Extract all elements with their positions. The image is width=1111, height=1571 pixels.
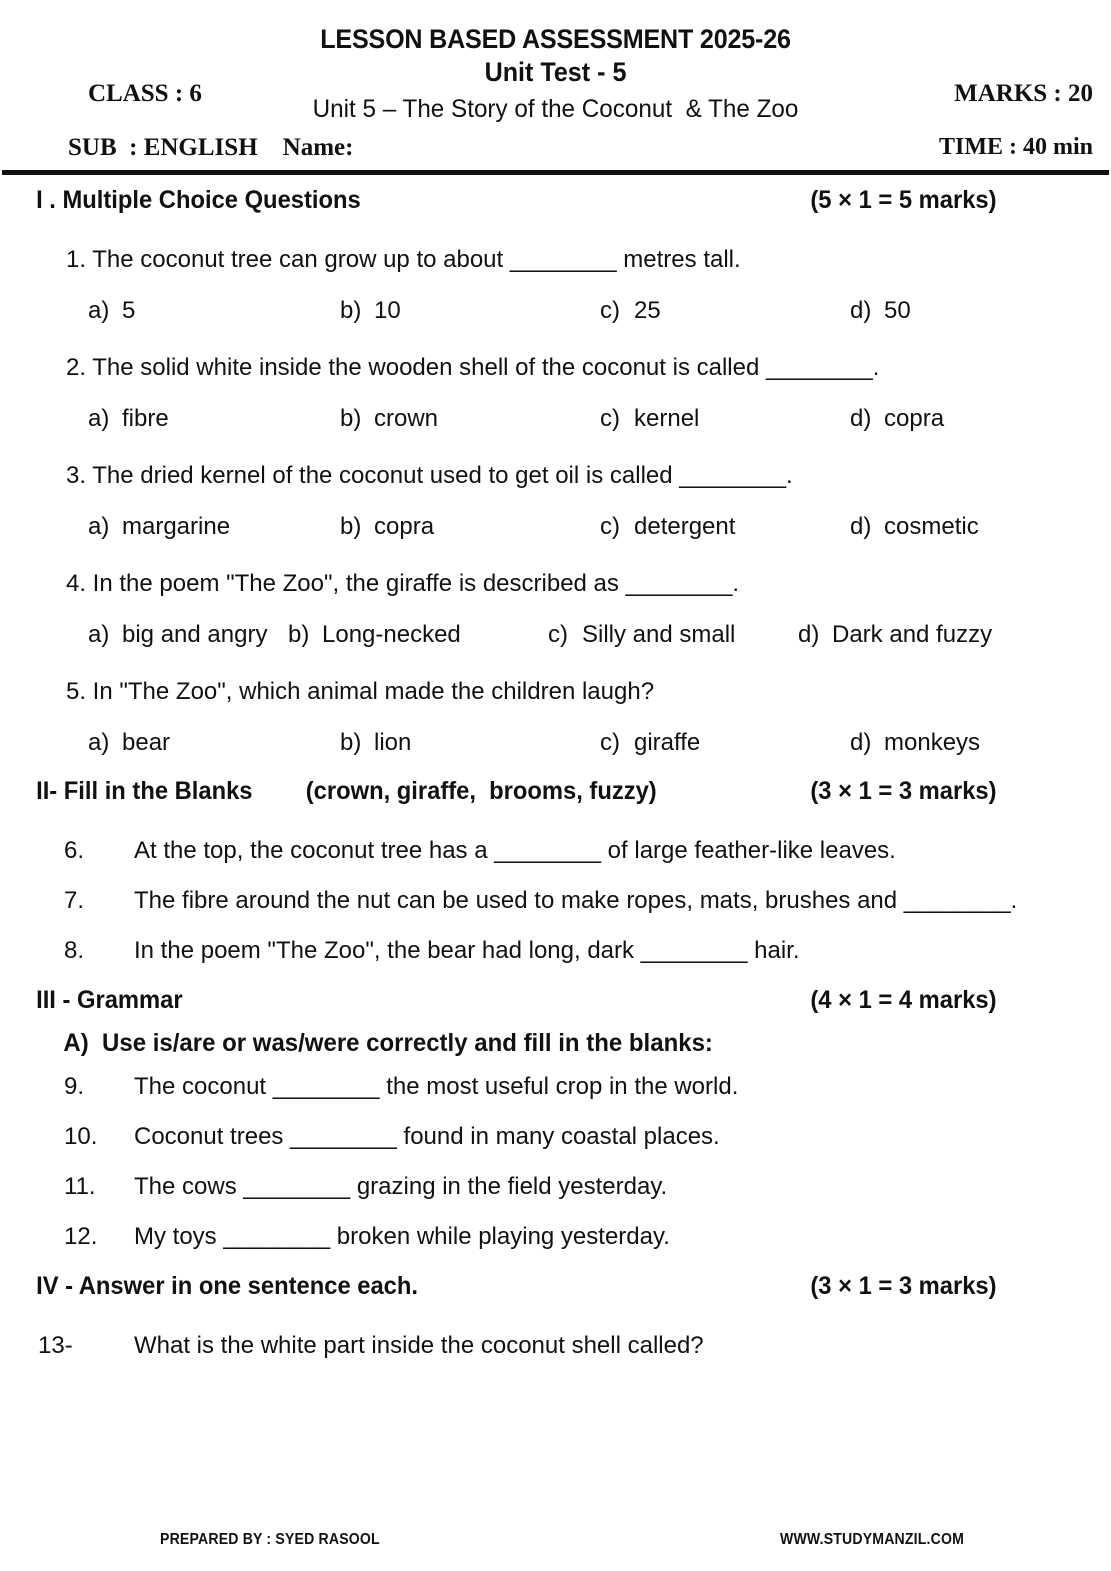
section-marks-grammar: (4 × 1 = 4 marks) (810, 986, 997, 1014)
option-letter: a) (88, 405, 110, 432)
item-text: In the poem "The Zoo", the bear had long, dark ________ hair. (134, 937, 800, 964)
option-label: Silly and small (582, 621, 736, 648)
option-item[interactable] (850, 405, 944, 433)
option-row (0, 729, 1111, 757)
option-item[interactable] (548, 621, 798, 649)
paper-body (0, 186, 1111, 1361)
option-letter: d) (850, 297, 872, 324)
item-text: My toys ________ broken while playing yesterday. (134, 1223, 670, 1250)
item-text: The cows ________ grazing in the field yesterday. (134, 1173, 668, 1200)
section-marks-fill-blanks: (3 × 1 = 3 marks) (810, 777, 997, 805)
option-item[interactable] (340, 297, 600, 325)
item-text: The coconut ________ the most useful crop in the world. (134, 1073, 739, 1100)
option-row (0, 621, 1111, 649)
option-label: 10 (374, 297, 401, 324)
section-marks-short-answer: (3 × 1 = 3 marks) (810, 1272, 997, 1300)
option-label: Long-necked (322, 621, 461, 648)
option-row (0, 405, 1111, 433)
option-label: giraffe (634, 729, 701, 756)
grammar-sub-heading: A) Use is/are or was/were correctly and fill in the blanks: (63, 1029, 713, 1057)
item-text: Coconut trees ________ found in many coastal places. (134, 1123, 720, 1150)
numbered-item (0, 1122, 1111, 1152)
option-item[interactable] (340, 405, 600, 433)
option-label: crown (374, 405, 439, 432)
numbered-item (0, 1172, 1111, 1202)
option-label: bear (122, 729, 171, 756)
option-item[interactable] (88, 621, 288, 649)
option-item[interactable] (600, 297, 850, 325)
option-label: copra (374, 513, 435, 540)
unit-subtitle: Unit 5 – The Story of the Coconut & The Zoo (312, 95, 799, 124)
option-item[interactable] (88, 405, 340, 433)
option-label: big and angry (122, 621, 268, 648)
option-item[interactable] (850, 513, 979, 541)
class-label: CLASS : 6 (88, 80, 202, 107)
option-item[interactable] (600, 405, 850, 433)
option-label: kernel (634, 405, 700, 432)
website-label: WWW.STUDYMANZIL.COM (780, 1531, 965, 1548)
unit-test-title: Unit Test - 5 (484, 57, 627, 88)
item-number: 8. (64, 937, 85, 964)
question-text: 2. The solid white inside the wooden shell of the coconut is called ________. (66, 354, 880, 381)
section-marks-mcq: (5 × 1 = 5 marks) (810, 186, 997, 214)
item-text: The fibre around the nut can be used to make ropes, mats, brushes and ________. (134, 887, 1018, 914)
option-label: 25 (634, 297, 661, 324)
prepared-by-label: PREPARED BY : SYED RASOOL (160, 1531, 380, 1548)
option-item[interactable] (600, 729, 850, 757)
option-row (0, 513, 1111, 541)
item-text: At the top, the coconut tree has a ________ of large feather-like leaves. (134, 837, 896, 864)
section-title-short-answer: IV - Answer in one sentence each. (36, 1272, 418, 1300)
option-letter: a) (88, 621, 110, 648)
numbered-item (0, 1331, 1111, 1361)
assessment-title: LESSON BASED ASSESSMENT 2025-26 (320, 24, 791, 54)
marks-label: MARKS : 20 (954, 80, 1093, 107)
numbered-item (0, 886, 1111, 916)
option-letter: c) (548, 621, 568, 648)
option-item[interactable] (288, 621, 548, 649)
option-label: monkeys (884, 729, 981, 756)
question-text: 4. In the poem "The Zoo", the giraffe is described as ________. (66, 570, 740, 597)
subject-and-name-label: SUB : ENGLISH Name: (68, 134, 354, 161)
option-letter: d) (850, 729, 872, 756)
option-letter: b) (340, 513, 362, 540)
numbered-item (0, 936, 1111, 966)
item-number: 10. (64, 1123, 98, 1150)
paper-header (0, 0, 1111, 161)
item-number: 9. (64, 1073, 85, 1100)
section-title-mcq: I . Multiple Choice Questions (36, 186, 361, 214)
option-letter: c) (600, 405, 620, 432)
option-item[interactable] (798, 621, 992, 649)
option-letter: c) (600, 513, 620, 540)
section-heading-fill-blanks (0, 777, 1055, 806)
option-item[interactable] (88, 729, 340, 757)
option-letter: b) (340, 405, 362, 432)
item-number: 13- (38, 1332, 73, 1359)
numbered-item (0, 1222, 1111, 1252)
option-label: fibre (122, 405, 169, 432)
paper-footer (0, 1519, 1111, 1549)
option-label: 50 (884, 297, 911, 324)
option-item[interactable] (88, 513, 340, 541)
option-item[interactable] (340, 729, 600, 757)
numbered-item (0, 1072, 1111, 1102)
option-label: copra (884, 405, 945, 432)
item-text: What is the white part inside the coconut shell called? (134, 1332, 704, 1359)
item-number: 6. (64, 837, 85, 864)
header-divider (2, 170, 1109, 175)
section-heading-grammar (0, 986, 1055, 1015)
item-number: 11. (64, 1173, 96, 1200)
option-label: margarine (122, 513, 231, 540)
option-label: cosmetic (884, 513, 979, 540)
section-heading-short-answer (0, 1272, 1055, 1301)
option-item[interactable] (850, 297, 911, 325)
option-letter: b) (288, 621, 310, 648)
option-letter: b) (340, 297, 362, 324)
header-title-block (0, 24, 1111, 129)
option-label: Dark and fuzzy (832, 621, 993, 648)
option-letter: d) (850, 405, 872, 432)
option-letter: a) (88, 513, 110, 540)
option-label: 5 (122, 297, 136, 324)
section-title-grammar: III - Grammar (36, 986, 183, 1014)
time-label: TIME : 40 min (938, 134, 1093, 160)
option-letter: a) (88, 729, 110, 756)
option-letter: b) (340, 729, 362, 756)
option-item[interactable] (850, 729, 980, 757)
option-letter: c) (600, 297, 620, 324)
section-title-fill-blanks: II- Fill in the Blanks (36, 777, 253, 805)
option-letter: c) (600, 729, 620, 756)
option-item[interactable] (88, 297, 340, 325)
item-number: 12. (64, 1223, 98, 1250)
question-text: 3. The dried kernel of the coconut used to get oil is called ________. (66, 462, 793, 489)
question-text: 5. In "The Zoo", which animal made the children laugh? (66, 678, 655, 705)
option-item[interactable] (600, 513, 850, 541)
section-heading-mcq (0, 186, 1055, 215)
question-text: 1. The coconut tree can grow up to about ________ metres tall. (66, 246, 741, 273)
option-row (0, 297, 1111, 325)
option-letter: d) (850, 513, 872, 540)
word-bank: (crown, giraffe, brooms, fuzzy) (305, 777, 657, 805)
option-letter: d) (798, 621, 820, 648)
option-label: lion (374, 729, 412, 756)
option-label: detergent (634, 513, 736, 540)
option-item[interactable] (340, 513, 600, 541)
item-number: 7. (64, 887, 85, 914)
option-letter: a) (88, 297, 110, 324)
numbered-item (0, 836, 1111, 866)
